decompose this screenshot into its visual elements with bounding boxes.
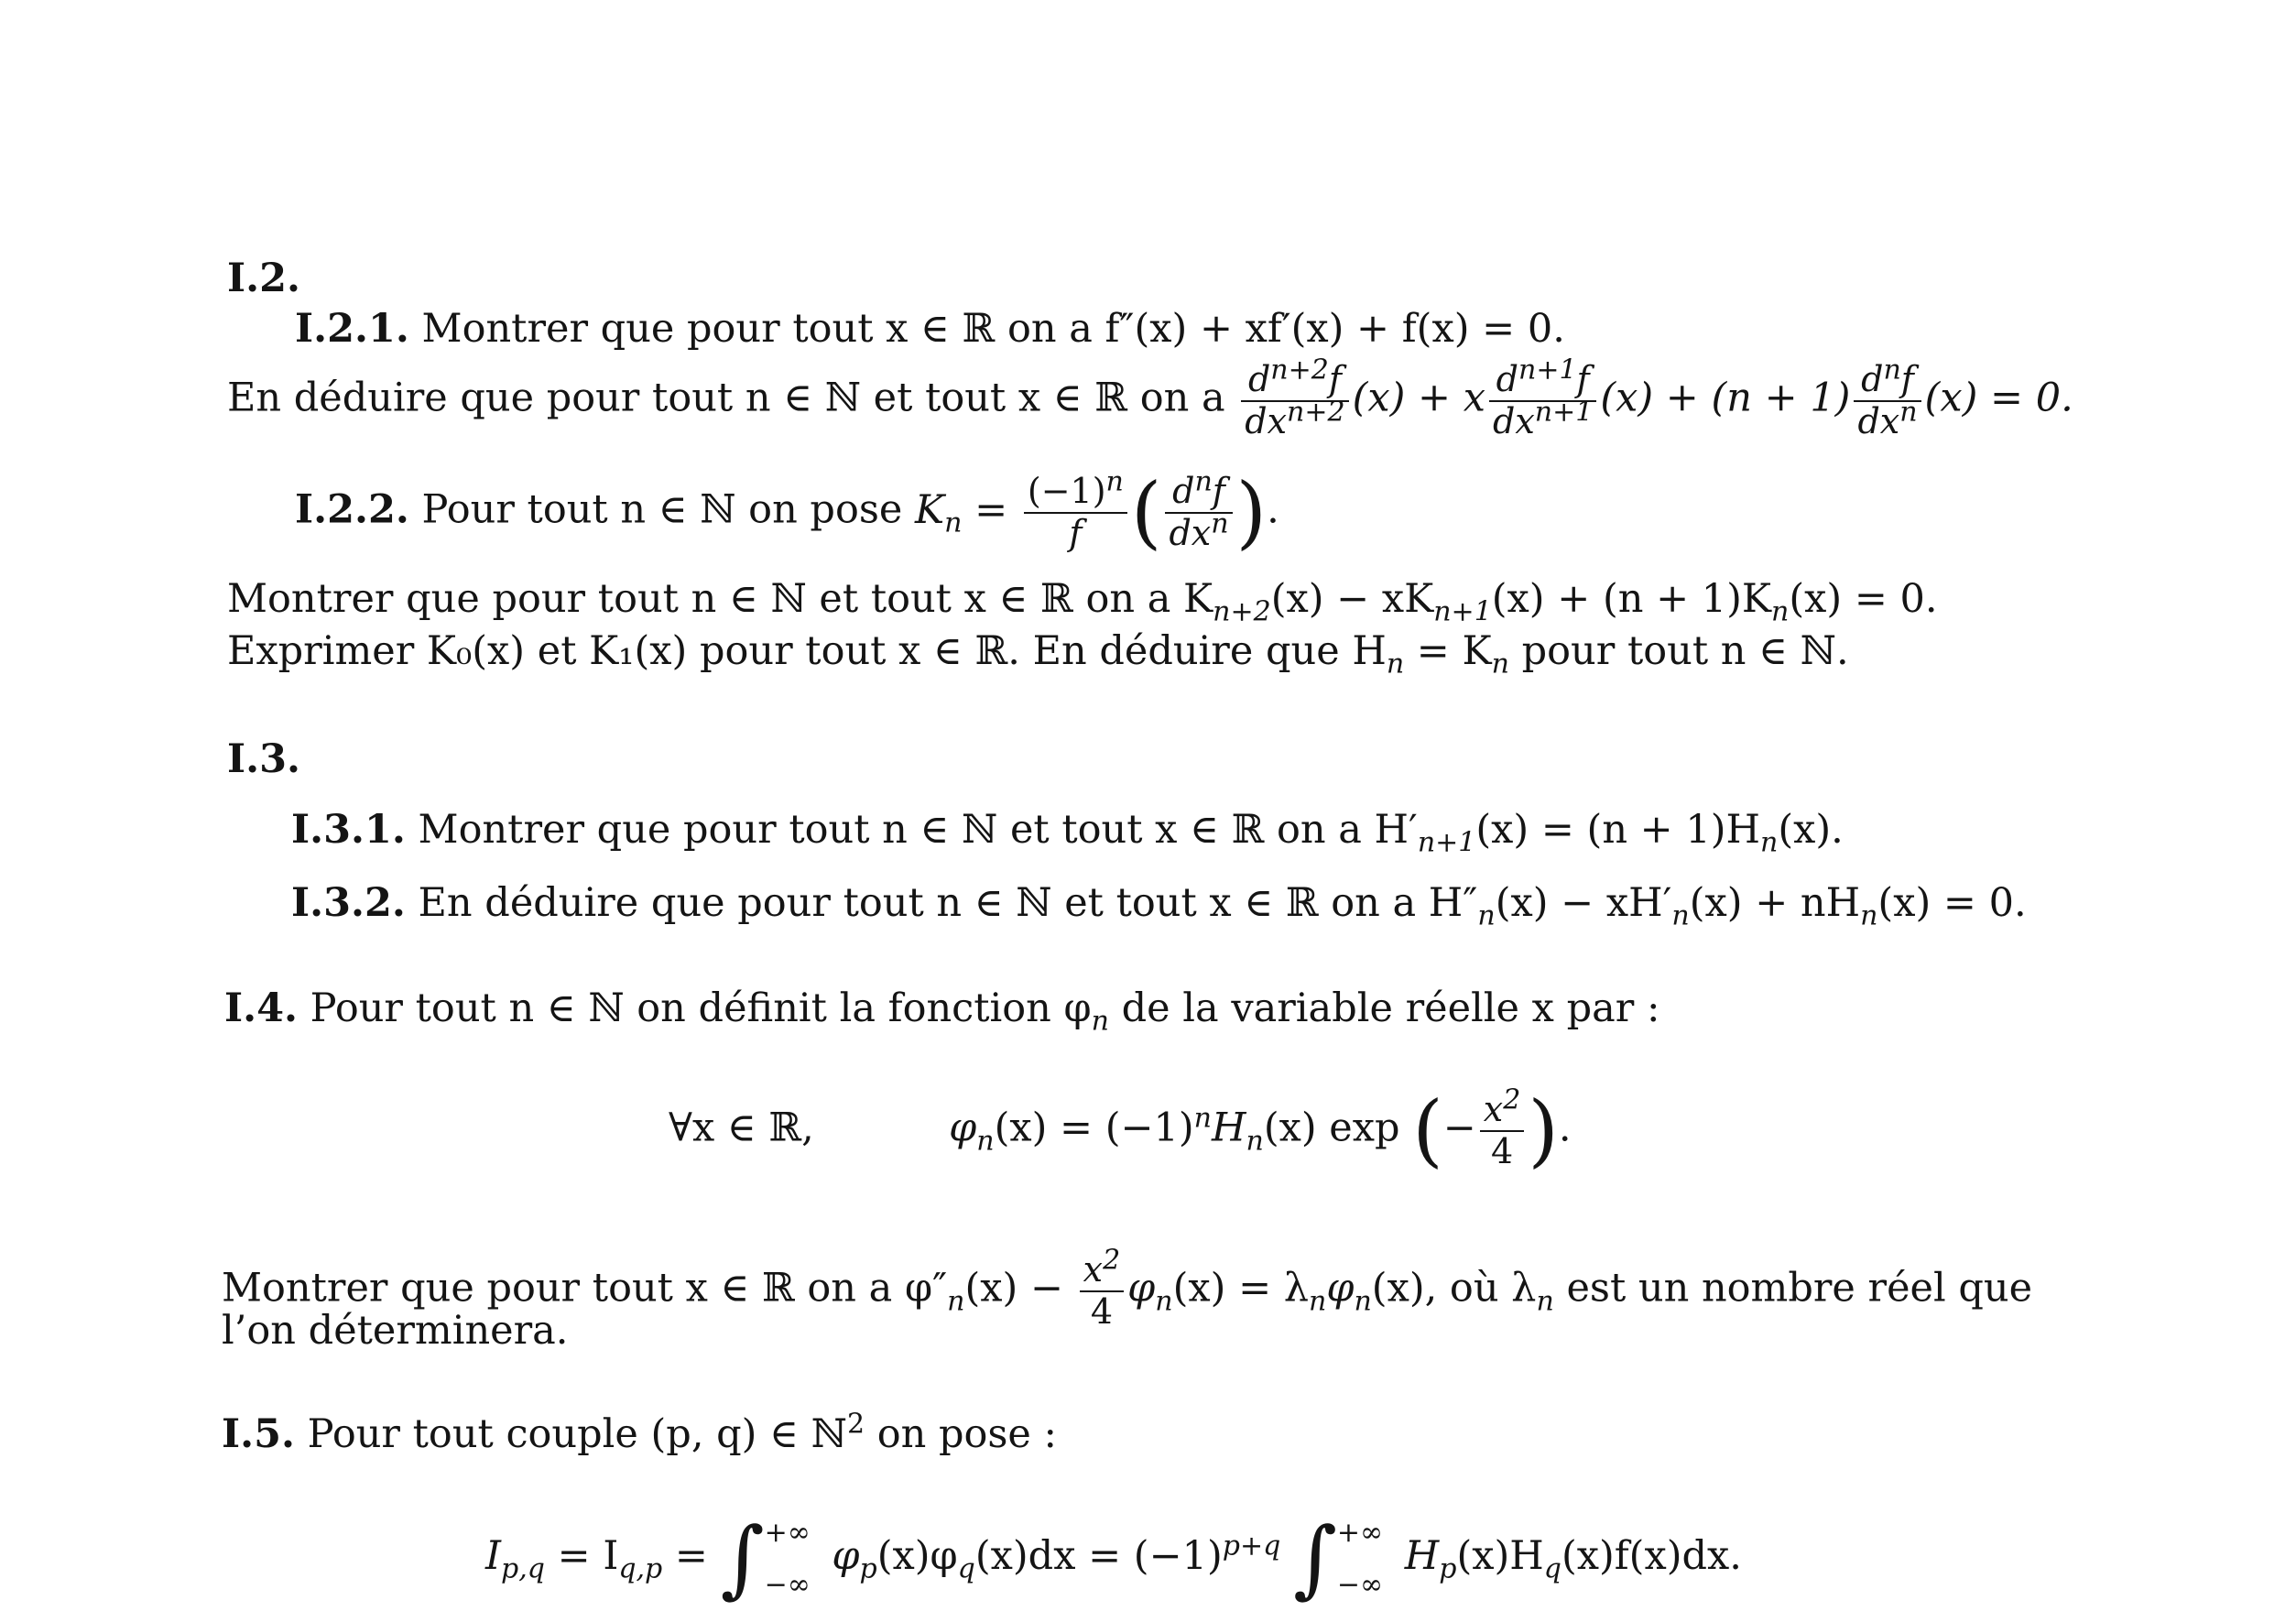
fraction-dnf-dxn: $\frac{d^nf}{dx^n}$ xyxy=(1165,472,1232,553)
express-text: Exprimer K₀(x) et K₁(x) pour tout x ∈ ℝ. En déduire que H xyxy=(227,628,1387,674)
equation-left: ∀x ∈ ℝ, xyxy=(669,1105,814,1151)
equation-right3: (x) exp xyxy=(1263,1105,1400,1151)
integral-sign: ∫ xyxy=(720,1509,765,1607)
question-i21-deduce: En déduire que pour tout n ∈ ℕ et tout x ∈ ℝ on a $\frac{d^{n+2}f}{dx^{n+2}}$ (x) + x $\frac{d^{n+1}f}{dx^{n+1}}$ (x) + (n + 1) $\frac{d^nf}{dx^n}$ (x) = 0. xyxy=(227,354,2073,441)
question-label: I.3.1. xyxy=(291,807,406,853)
question-end: (x) = 0. xyxy=(1877,880,2027,926)
integral-limits: +∞ −∞ xyxy=(764,1517,811,1601)
question-end: de la variable réelle x par : xyxy=(1108,985,1660,1031)
fraction-dn2: $\frac{d^{n+2}f}{dx^{n+2}}$ xyxy=(1241,360,1348,441)
question-text: Pour tout n ∈ ℕ on pose xyxy=(421,486,903,533)
question-i22-express: Exprimer K₀(x) et K₁(x) pour tout x ∈ ℝ. En déduire que $H_n = K_n$ pour tout n ∈ ℕ. xyxy=(227,628,1849,680)
question-label: I.4. xyxy=(224,985,298,1031)
express-mid: = K xyxy=(1404,628,1492,674)
question-i21 xyxy=(295,306,1565,352)
recurrence-part2: (x) + (n + 1)K xyxy=(1491,576,1772,622)
question-text: Pour tout n ∈ ℕ on définit la fonction φ xyxy=(310,985,1092,1031)
question-label: I.2.2. xyxy=(295,486,409,533)
integral-limits-2: +∞ −∞ xyxy=(1336,1517,1384,1601)
question-text: Pour tout couple (p, q) ∈ ℕ xyxy=(307,1411,847,1457)
question-mid2: (x) + nH xyxy=(1689,880,1861,926)
fraction-dn: $\frac{d^nf}{dx^n}$ xyxy=(1854,360,1921,441)
question-i4: I.4. Pour tout n ∈ ℕ on définit la fonction $\varphi_n$ de la variable réelle x par : xyxy=(224,985,1660,1038)
eq-mid3: (x)dx = (−1) xyxy=(974,1533,1223,1579)
question-i4-determine: l’on déterminera. xyxy=(222,1308,569,1354)
equation-ipq: $I_{p,q} = I_{q,p}$ = ∫ +∞ −∞ $\varphi_p(x)\varphi_q(x)dx = (-1)^{p+q}$ ∫ +∞ −∞ $H_p(x)H_q(x)f(x)dx$. xyxy=(485,1507,1742,1611)
eq-mid2: (x)φ xyxy=(876,1533,958,1579)
question-label: I.5. xyxy=(222,1411,295,1457)
show-end: (x), où λ xyxy=(1371,1265,1537,1312)
show-mid4: φ xyxy=(1326,1265,1355,1312)
eq-lhs: = I xyxy=(557,1533,619,1579)
recurrence-text: Montrer que pour tout n ∈ ℕ et tout x ∈ ℝ on a K xyxy=(227,576,1213,622)
question-mid: (x) = (n + 1)H xyxy=(1475,807,1761,853)
question-text: Montrer que pour tout x ∈ ℝ on a f″(x) + xf′(x) + f(x) = 0. xyxy=(421,306,1565,352)
equation-phi-n: ∀x ∈ ℝ, $\varphi_n(x) = (-1)^nH_n(x)$ exp (− $\frac{x^2}{4}$ ). xyxy=(669,1083,1572,1177)
section-heading-i2: I.2. xyxy=(227,256,300,301)
question-i4-show: Montrer que pour tout x ∈ ℝ on a $\varphi''_n(x)$ − $\frac{x^2}{4}$ $\varphi_n(x) = \lambda_n\varphi_n(x)$, où $\lambda_n$ est un nombre réel que xyxy=(222,1244,2033,1332)
question-i22-recurrence: Montrer que pour tout n ∈ ℕ et tout x ∈ ℝ on a $K_{n+2}(x) - xK_{n+1}(x) + (n + 1)K_n(x) = 0$. xyxy=(227,576,1938,628)
fraction-x2-over-4: $\frac{x^2}{4}$ xyxy=(1480,1090,1525,1171)
show-end2: est un nombre réel que xyxy=(1553,1265,2033,1312)
question-i5: I.5. Pour tout couple (p, q) ∈ ℕ$^2$ on pose : xyxy=(222,1408,1058,1457)
eq-rhs2: (x)H xyxy=(1456,1533,1544,1579)
fraction-minus-one-over-f: $\frac{(-1)^n}{f}$ xyxy=(1024,472,1127,553)
recurrence-part1: (x) − xK xyxy=(1270,576,1434,622)
question-i22: I.2.2. Pour tout n ∈ ℕ on pose $K_n$ = $\frac{(-1)^n}{f}$ ( $\frac{d^nf}{dx^n}$ ). xyxy=(295,465,1279,559)
show-mid3: (x) = λ xyxy=(1172,1265,1310,1312)
equation-right2: H xyxy=(1212,1105,1246,1151)
question-label: I.3.2. xyxy=(291,880,406,926)
fraction-x2-over-4-b: $\frac{x^2}{4}$ xyxy=(1080,1250,1125,1332)
show-mid: (x) − xyxy=(964,1265,1063,1312)
eq-rhs: H xyxy=(1404,1533,1440,1579)
eq-rhs3: (x)f(x)dx. xyxy=(1561,1533,1742,1579)
recurrence-part3: (x) = 0. xyxy=(1789,576,1938,622)
question-mid: (x) − xH′ xyxy=(1495,880,1672,926)
question-text: Montrer que pour tout n ∈ ℕ et tout x ∈ ℝ on a H′ xyxy=(418,807,1418,853)
show-mid2: φ xyxy=(1127,1265,1156,1312)
show-text: Montrer que pour tout x ∈ ℝ on a φ″ xyxy=(222,1265,948,1312)
question-i31: I.3.1. Montrer que pour tout n ∈ ℕ et tout x ∈ ℝ on a $H'_{n+1}(x) = (n + 1)H_n(x)$. xyxy=(291,807,1844,859)
question-end: on pose : xyxy=(865,1411,1058,1457)
eq-mid: φ xyxy=(832,1533,860,1579)
express-end: pour tout n ∈ ℕ. xyxy=(1508,628,1849,674)
fraction-dn1: $\frac{d^{n+1}f}{dx^{n+1}}$ xyxy=(1489,360,1596,441)
equation-right: (x) = (−1) xyxy=(994,1105,1194,1151)
integral-sign-2: ∫ xyxy=(1292,1509,1337,1607)
question-end: (x). xyxy=(1778,807,1844,853)
section-heading-i3: I.3. xyxy=(227,736,300,782)
question-text: En déduire que pour tout n ∈ ℕ et tout x ∈ ℝ on a H″ xyxy=(418,880,1478,926)
question-label: I.2.1. xyxy=(295,306,409,352)
question-i32: I.3.2. En déduire que pour tout n ∈ ℕ et tout x ∈ ℝ on a $H''_n(x) - xH'_n(x) + nH_n(x) = 0$. xyxy=(291,880,2027,932)
deduce-text: En déduire que pour tout n ∈ ℕ et tout x ∈ ℝ on a xyxy=(227,375,1225,421)
